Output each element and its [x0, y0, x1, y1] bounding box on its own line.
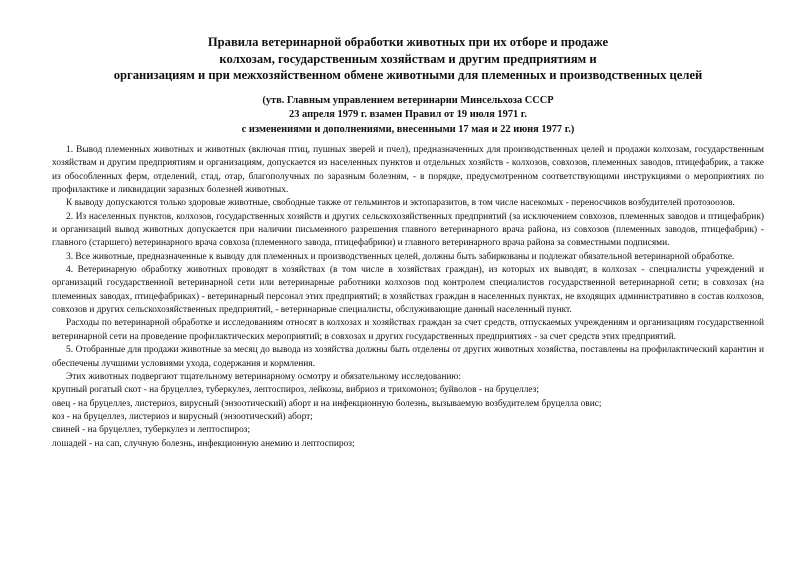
list-item-goats: коз - на бруцеллез, листериоз и вирусный (энзоотический) аборт; — [52, 411, 313, 422]
document-body — [52, 144, 764, 451]
title-line: Правила ветеринарной обработки животных при их отборе и продаже — [207, 35, 609, 49]
paragraph-4-expenses: Расходы по ветеринарной обработке и исследованиям относят в колхозах и хозяйствах граждан за счет средств, отпускаемых учреждениям и организациям государственной ветеринарной сети на проведение профилактических мероприятий; в совхозах и других государственных предприятиях - за счет средств этих предприятий. — [52, 318, 764, 342]
paragraph-1-note: К выводу допускаются только здоровые животные, свободные также от гельминтов и эктопаразитов, в том числе насекомых - переносчиков возбудителей протозоозов. — [66, 198, 735, 209]
list-item-sheep: овец - на бруцеллез, листериоз, вирусный (энзоотический) аборт и на инфекционную болезнь, вызываемую возбудителем бруцелла овис; — [52, 398, 602, 409]
approval-note — [52, 94, 764, 138]
list-item-cattle: крупный рогатый скот - на бруцеллез, туберкулез, лептоспироз, лейкозы, вибриоз и трихомоноз; буйволов - на бруцеллез; — [52, 385, 539, 396]
paragraph-5-examination: Этих животных подвергают тщательному ветеринарному осмотру и обязательному исследованию: — [66, 371, 461, 382]
list-item-pigs: свиней - на бруцеллез, туберкулез и лептоспироз; — [52, 425, 251, 436]
title-line: колхозам, государственным хозяйствам и другим предприятиям и — [219, 51, 597, 66]
approval-line: с изменениями и дополнениями, внесенными 17 мая и 22 июня 1977 г.) — [241, 123, 575, 135]
approval-line: 23 апреля 1979 г. взамен Правил от 19 июля 1971 г. — [289, 109, 527, 120]
document-page — [52, 34, 764, 451]
document-title — [52, 34, 764, 84]
approval-line: (утв. Главным управлением ветеринарии Минсельхоза СССР — [262, 94, 554, 106]
title-line: организациям и при межхозяйственном обмене животными для племенных и производственных целей — [113, 68, 703, 82]
paragraph-2: 2. Из населенных пунктов, колхозов, государственных хозяйств и других сельскохозяйственных предприятий (за исключением совхозов, племенных заводов и птицефабрик) и организаций вывод животных допускается при наличии письменного разрешения главного ветеринарного врача района, из совхозов (племенных заводов, птицефабрик) - главного (старшего) ветеринарного врача совхоза (племенного завода, птицефабрики) и главного ветеринарного врача района за совместными подписями. — [52, 211, 764, 249]
paragraph-5: 5. Отобранные для продажи животные за месяц до вывода из хозяйства должны быть отделены от других животных хозяйства, поставлены на профилактический карантин и обеспечены лучшими условиями ухода, содержания и кормления. — [52, 345, 764, 369]
paragraph-4: 4. Ветеринарную обработку животных проводят в хозяйствах (в том числе в хозяйствах граждан), из которых их выводят, в колхозах - специалисты учреждений и организаций государственной ветеринарной сети или ветеринарные работники колхозов под контролем специалистов государственной ветеринарной сети; в совхозах (на племенных заводах, птицефабриках) - ветеринарный персонал этих предприятий; в хозяйствах граждан в населенных пунктах, не входящих административно в состав колхозов, совхозов и других сельскохозяйственных предприятий, - ветеринарные специалисты, обслуживающие данный населенный пункт. — [52, 265, 764, 316]
paragraph-1: 1. Вывод племенных животных и животных (включая птиц, пушных зверей и пчел), предназначенных для производственных целей и продажи колхозам, государственным хозяйствам и другим предприятиям и организациям, допускается из населенных пунктов и отдельных хозяйств - колхозов, совхозов, племенных заводов, птицефабрик, а также из обособленных ферм, отделений, стад, отар, благополучных по заразным болезням, - в порядке, предусмотренном соответствующими инструкциями о мероприятиях по профилактике и ликвидации заразных болезней животных. — [52, 145, 764, 196]
paragraph-3: 3. Все животные, предназначенные к выводу для племенных и производственных целей, должны быть забиркованы и подлежат обязательной ветеринарной обработке. — [66, 251, 735, 262]
list-item-horses: лошадей - на сап, случную болезнь, инфекционную анемию и лептоспироз; — [52, 438, 355, 449]
